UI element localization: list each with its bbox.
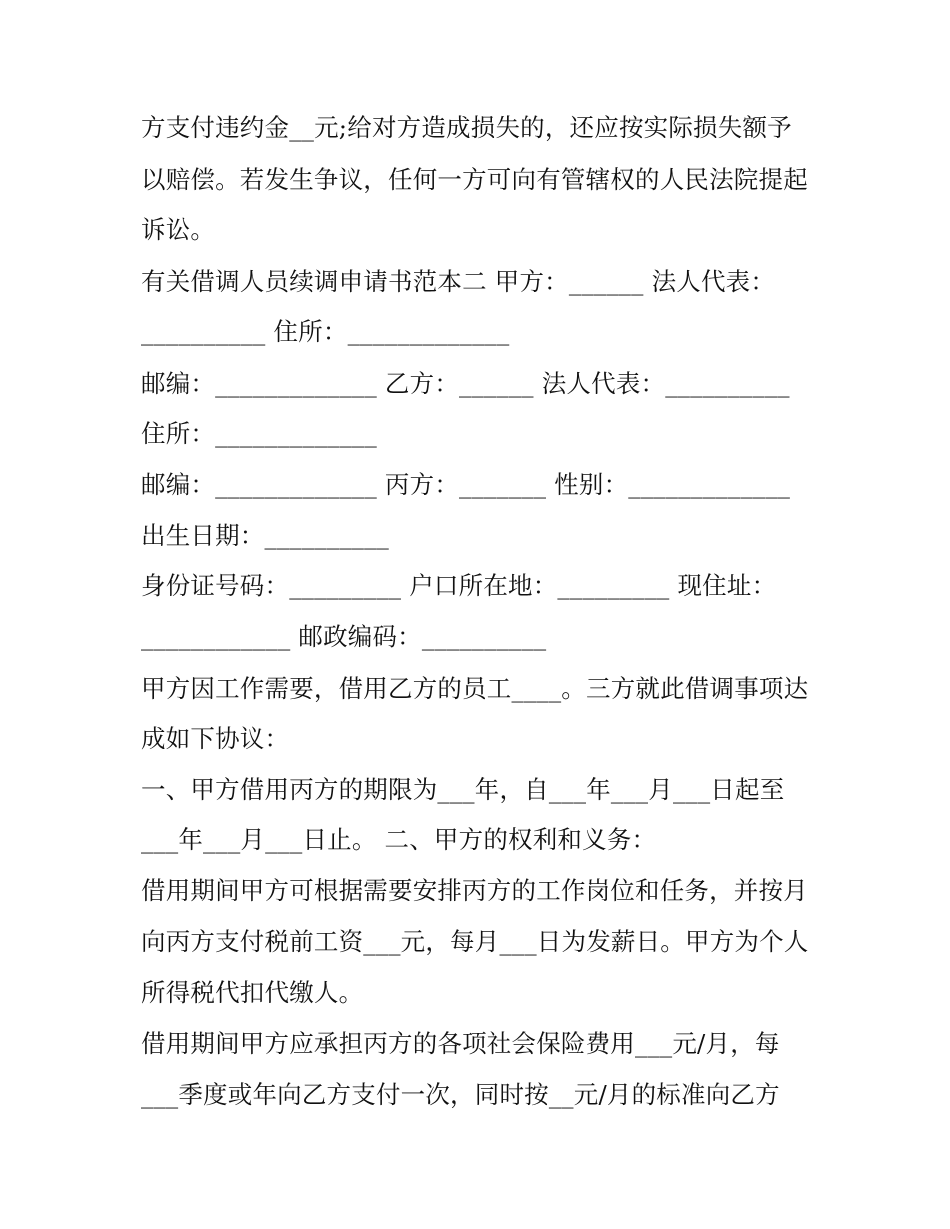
text-line: 甲方因工作需要，借用乙方的员工____。三方就此借调事项达 [141,674,809,703]
text-line: 一、甲方借用丙方的期限为___年，自___年___月___日起至 [141,775,785,804]
text-line: 住所：_____________ [141,419,377,448]
text-line: 方支付违约金__元;给对方造成损失的，还应按实际损失额予 [141,113,792,142]
text-line: 诉讼。 [141,215,216,244]
text-line: 有关借调人员续调申请书范本二 甲方：______ 法人代表： [141,267,776,296]
text-line: ___年___月___日止。 二、甲方的权利和义务： [141,825,657,854]
text-line: 向丙方支付税前工资___元，每月___日为发薪日。甲方为个人 [141,927,809,956]
text-line: ____________ 邮政编码：__________ [141,622,547,651]
text-line: 出生日期：__________ [141,521,389,550]
text-line: 所得税代扣代缴人。 [141,978,364,1007]
text-line: 以赔偿。若发生争议，任何一方可向有管辖权的人民法院提起 [141,165,808,194]
text-line: 成如下协议： [141,724,290,753]
text-line: 邮编：_____________ 丙方：_______ 性别：_____________ [141,470,791,499]
text-line: ___季度或年向乙方支付一次，同时按__元/月的标准向乙方 [141,1080,780,1109]
text-line: __________ 住所：_____________ [141,317,510,346]
text-line: 身份证号码：_________ 户口所在地：_________ 现住址： [141,571,777,600]
text-line: 借用期间甲方应承担丙方的各项社会保险费用___元/月，每 [141,1029,780,1058]
text-line: 邮编：_____________ 乙方：______ 法人代表：__________ [141,369,790,398]
text-line: 借用期间甲方可根据需要安排丙方的工作岗位和任务，并按月 [141,876,808,905]
